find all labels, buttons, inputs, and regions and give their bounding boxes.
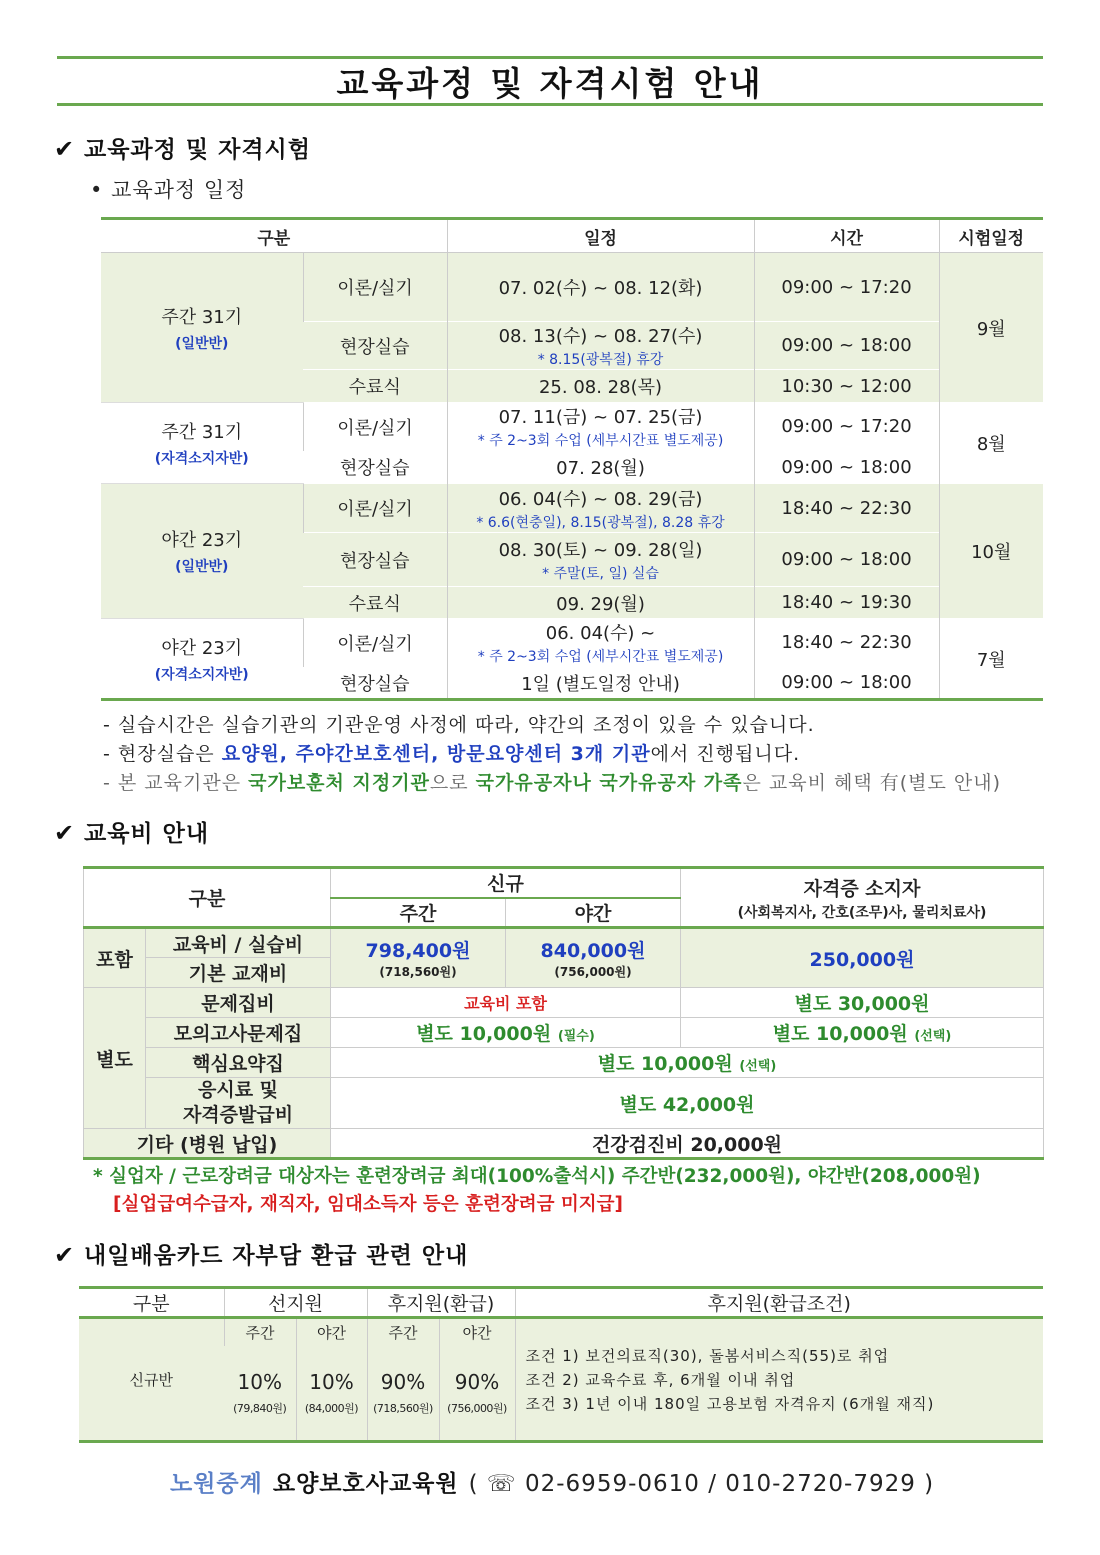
row-time: 18:40 ~ 19:30 (754, 587, 939, 619)
footer-brand: 노원중계 (170, 1471, 263, 1497)
row-type: 현장실습 (303, 667, 447, 700)
col-header-date: 일정 (447, 219, 754, 253)
col-header-time: 시간 (754, 219, 939, 253)
card-refund-table (79, 1286, 1043, 1443)
card-header-post: 후지원(환급) (367, 1288, 515, 1318)
row-time: 10:30 ~ 12:00 (754, 370, 939, 403)
footer-phone: ( ☏ 02-6959-0610 / 010-2720-7929 ) (468, 1471, 935, 1497)
fee-workbook-label: 문제집비 (146, 988, 331, 1018)
row-type: 이론/실기 (303, 403, 447, 451)
card-pre-night: 10% (84,000원) (296, 1346, 367, 1442)
row-date: 07. 02(수) ~ 08. 12(화) (447, 253, 754, 322)
fee-examfee-all: 별도 42,000원 (331, 1078, 1044, 1129)
group-label: 주간 31기 (자격소지자반) (101, 403, 303, 484)
row-time: 09:00 ~ 18:00 (754, 451, 939, 484)
condition-line: 조건 3) 1년 이내 180일 고용보험 자격유지 (6개월 재직) (525, 1394, 935, 1413)
row-time: 09:00 ~ 17:20 (754, 403, 939, 451)
fee-other-label: 기타 (병원 납입) (84, 1129, 331, 1159)
row-date: 08. 30(토) ~ 09. 28(일) * 주말(토, 일) 실습 (447, 533, 754, 587)
condition-line: 조건 1) 보건의료직(30), 돌봄서비스직(55)로 취업 (525, 1346, 890, 1365)
fee-header-day: 주간 (331, 898, 506, 928)
card-post-day: 90% (718,560원) (367, 1346, 439, 1442)
condition-line: 조건 2) 교육수료 후, 6개월 이내 취업 (525, 1370, 796, 1389)
row-date: 07. 11(금) ~ 07. 25(금) * 주 2~3회 수업 (세부시간표 별도제공) (447, 403, 754, 451)
row-date: 25. 08. 28(목) (447, 370, 754, 403)
row-date: 06. 04(수) ~ * 주 2~3회 수업 (세부시간표 별도제공) (447, 619, 754, 667)
checkmark-icon: ✔ (54, 819, 76, 847)
card-sub-day: 주간 (224, 1318, 296, 1346)
fee-mock-label: 모의고사문제집 (146, 1018, 331, 1048)
fee-other-value: 건강검진비 20,000원 (331, 1129, 1044, 1159)
row-date: 09. 29(월) (447, 587, 754, 619)
row-time: 09:00 ~ 18:00 (754, 667, 939, 700)
bullet-icon: • (90, 178, 104, 202)
card-header-cond: 후지원(환급조건) (515, 1288, 1043, 1318)
note-line: - 실습시간은 실습기관의 기관운영 사정에 따라, 약간의 조정이 있을 수 있습니다. (103, 714, 815, 736)
row-time: 18:40 ~ 22:30 (754, 619, 939, 667)
row-time: 09:00 ~ 17:20 (754, 253, 939, 322)
row-type: 수료식 (303, 587, 447, 619)
card-header-gubun: 구분 (79, 1288, 224, 1318)
checkmark-icon: ✔ (54, 1241, 76, 1269)
section-heading-fee: ✔ 교육비 안내 (54, 819, 210, 847)
fee-mock-new: 별도 10,000원 (필수) (331, 1018, 681, 1048)
note-line: - 현장실습은 요양원, 주야간보호센터, 방문요양센터 3개 기관에서 진행됩니다. (103, 743, 801, 765)
fee-day-price: 798,400원 (718,560원) (331, 928, 506, 988)
exam-month: 9월 (939, 253, 1043, 403)
card-sub-night: 야간 (296, 1318, 367, 1346)
schedule-table (101, 217, 1043, 701)
row-time: 09:00 ~ 18:00 (754, 322, 939, 370)
incentive-green-line: * 실업자 / 근로장려금 대상자는 훈련장려금 최대(100%출석시) 주간반(232,000원), 야간반(208,000원) (93, 1166, 981, 1187)
card-post-night: 90% (756,000원) (439, 1346, 515, 1442)
row-date: 07. 28(월) (447, 451, 754, 484)
card-sub-night: 야간 (439, 1318, 515, 1346)
section-heading-course: ✔ 교육과정 및 자격시험 (54, 135, 311, 163)
card-conditions (515, 1318, 1043, 1442)
col-header-exam: 시험일정 (939, 219, 1043, 253)
exam-month: 8월 (939, 403, 1043, 484)
fee-workbook-new: 교육비 포함 (331, 988, 681, 1018)
fee-header-new: 신규 (331, 868, 681, 898)
row-date: 06. 04(수) ~ 08. 29(금) * 6.6(현충일), 8.15(광복절), 8.28 휴강 (447, 484, 754, 533)
title-bar (57, 56, 1043, 106)
fee-summary-all: 별도 10,000원 (선택) (331, 1048, 1044, 1078)
bullet-course-schedule: • 교육과정 일정 (90, 178, 247, 202)
page-title: 교육과정 및 자격시험 안내 (336, 63, 764, 103)
fee-header-night: 야간 (506, 898, 681, 928)
row-type: 현장실습 (303, 451, 447, 484)
card-sub-day: 주간 (367, 1318, 439, 1346)
group-label: 야간 23기 (자격소지자반) (101, 619, 303, 700)
fee-table (83, 866, 1044, 1160)
row-type: 이론/실기 (303, 253, 447, 322)
fee-sep-label: 별도 (84, 988, 146, 1129)
group-label: 주간 31기 (일반반) (101, 253, 303, 403)
fee-summary-label: 핵심요약집 (146, 1048, 331, 1078)
schedule-notes (103, 711, 1001, 798)
section-heading-card: ✔ 내일배움카드 자부담 환급 관련 안내 (54, 1241, 469, 1269)
row-type: 현장실습 (303, 533, 447, 587)
fee-header-gubun: 구분 (84, 868, 331, 928)
row-type: 이론/실기 (303, 484, 447, 533)
row-type: 이론/실기 (303, 619, 447, 667)
fee-workbook-cert: 별도 30,000원 (681, 988, 1044, 1018)
incentive-red-line: [실업급여수급자, 재직자, 임대소득자 등은 훈련장려금 미지급] (113, 1194, 623, 1215)
footer-contact (170, 1465, 934, 1498)
row-date: 1일 (별도일정 안내) (447, 667, 754, 700)
row-time: 18:40 ~ 22:30 (754, 484, 939, 533)
group-label: 야간 23기 (일반반) (101, 484, 303, 619)
training-incentive-notice (93, 1163, 981, 1219)
fee-textbook-label: 기본 교재비 (146, 958, 331, 988)
row-date: 08. 13(수) ~ 08. 27(수) * 8.15(광복절) 휴강 (447, 322, 754, 370)
fee-cert-price: 250,000원 (681, 928, 1044, 988)
exam-month: 10월 (939, 484, 1043, 619)
fee-mock-cert: 별도 10,000원 (선택) (681, 1018, 1044, 1048)
card-pre-day: 10% (79,840원) (224, 1346, 296, 1442)
fee-night-price: 840,000원 (756,000원) (506, 928, 681, 988)
row-time: 09:00 ~ 18:00 (754, 533, 939, 587)
card-row-label: 신규반 (79, 1318, 224, 1442)
card-header-pre: 선지원 (224, 1288, 367, 1318)
row-type: 수료식 (303, 370, 447, 403)
footer-institute: 요양보호사교육원 (272, 1471, 459, 1497)
col-header-gubun: 구분 (101, 219, 447, 253)
note-line: - 본 교육기관은 국가보훈처 지정기관으로 국가유공자나 국가유공자 가족은 교육비 혜택 有(별도 안내) (103, 772, 1002, 794)
checkmark-icon: ✔ (54, 135, 76, 163)
row-type: 현장실습 (303, 322, 447, 370)
fee-header-cert: 자격증 소지자 (사회복지사, 간호(조무)사, 물리치료사) (681, 868, 1044, 928)
fee-incl-label: 포함 (84, 928, 146, 988)
fee-examfee-label: 응시료 및 자격증발급비 (146, 1078, 331, 1129)
fee-tuition-label: 교육비 / 실습비 (146, 928, 331, 958)
exam-month: 7월 (939, 619, 1043, 700)
